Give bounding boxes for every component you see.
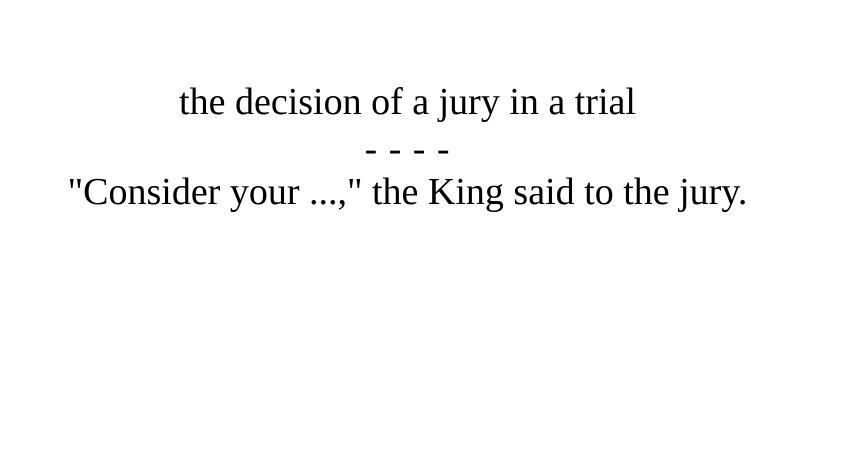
definition-text: the decision of a jury in a trial [179,81,636,123]
separator-dashes: - - - - [364,128,451,170]
example-sentence: "Consider your ...," the King said to the jury. [67,171,748,213]
